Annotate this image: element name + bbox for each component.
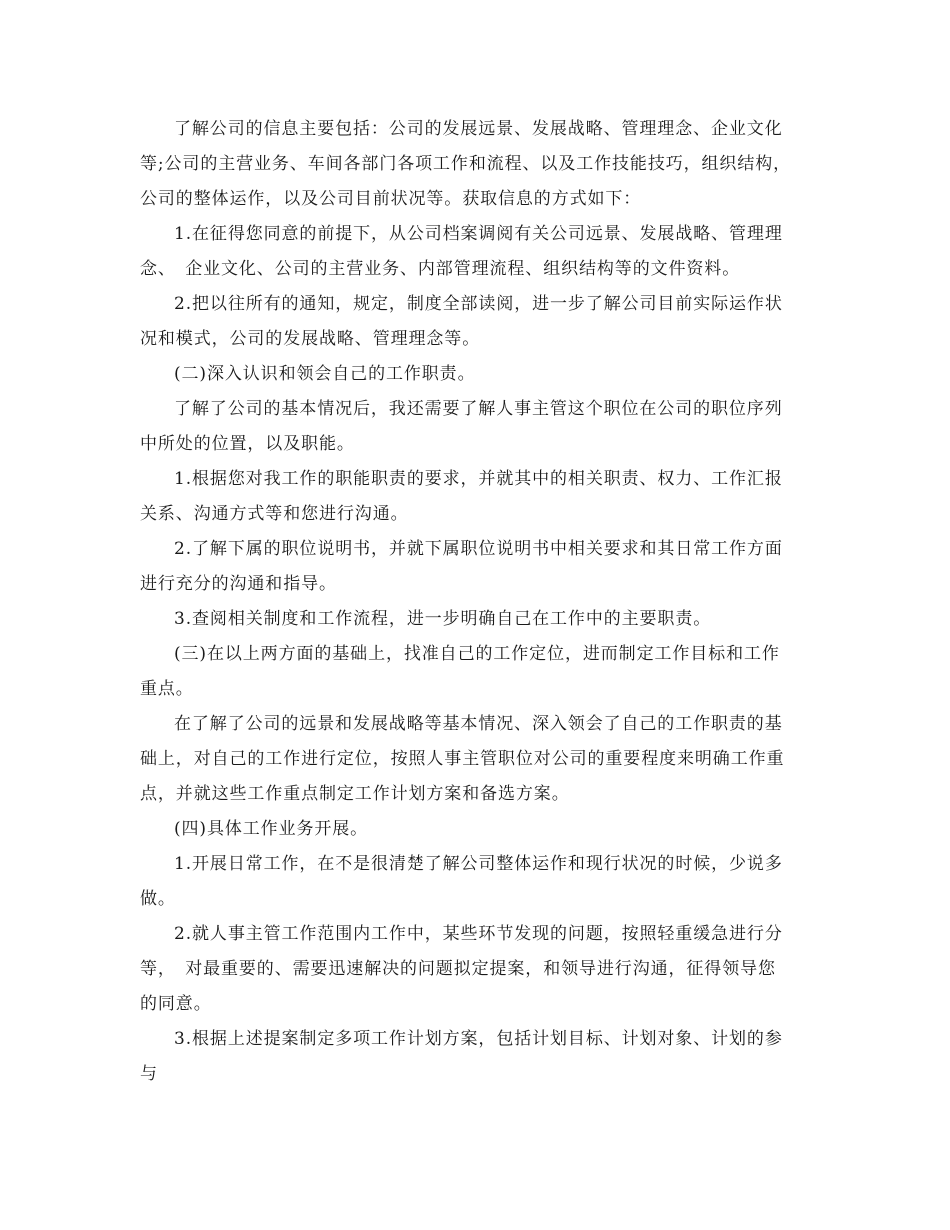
text-line: 2.把以往所有的通知，规定，制度全部读阅，进一步了解公司目前实际运作状 — [174, 294, 783, 314]
text-line: 况和模式，公司的发展战略、管理理念等。 — [140, 329, 481, 349]
text-line: 1.根据您对我工作的职能职责的要求，并就其中的相关职责、权力、工作汇报 — [174, 469, 783, 489]
text-line: 进行充分的沟通和指导。 — [140, 574, 337, 594]
section-heading: (三)在以上两方面的基础上，找准自己的工作定位，进而制定工作目标和工作 — [174, 644, 780, 664]
section-heading: (四)具体工作业务开展。 — [174, 819, 369, 839]
text-line: 的同意。 — [140, 994, 212, 1014]
text-line: 了解了公司的基本情况后，我还需要了解人事主管这个职位在公司的职位序列 — [174, 399, 783, 419]
text-line: 了解公司的信息主要包括：公司的发展远景、发展战略、管理理念、企业文化 — [174, 119, 783, 139]
text-line: 1.在征得您同意的前提下，从公司档案调阅有关公司远景、发展战略、管理理 — [174, 224, 783, 244]
text-line: 2.就人事主管工作范围内工作中，某些环节发现的问题，按照轻重缓急进行分 — [174, 924, 783, 944]
text-line: 重点。 — [140, 679, 194, 699]
text-line: 2.了解下属的职位说明书，并就下属职位说明书中相关要求和其日常工作方面 — [174, 539, 783, 559]
text-line: 3.查阅相关制度和工作流程，进一步明确自己在工作中的主要职责。 — [174, 609, 712, 629]
text-line: 点，并就这些工作重点制定工作计划方案和备选方案。 — [140, 784, 570, 804]
text-line: 做。 — [140, 889, 176, 909]
text-line: 关系、沟通方式等和您进行沟通。 — [140, 504, 409, 524]
section-heading: (二)深入认识和领会自己的工作职责。 — [174, 364, 476, 384]
text-line: 等， 对最重要的、需要迅速解决的问题拟定提案，和领导进行沟通，征得领导您 — [140, 959, 776, 979]
text-line: 在了解了公司的远景和发展战略等基本情况、深入领会了自己的工作职责的基 — [174, 714, 783, 734]
text-line: 础上，对自己的工作进行定位，按照人事主管职位对公司的重要程度来明确工作重 — [140, 749, 785, 769]
document-page — [140, 112, 824, 1092]
text-line: 公司的整体运作，以及公司目前状况等。获取信息的方式如下： — [140, 189, 642, 209]
text-line: 中所处的位置，以及职能。 — [140, 434, 355, 454]
text-line: 念、 企业文化、公司的主营业务、内部管理流程、组织结构等的文件资料。 — [140, 259, 741, 279]
text-line: 与 — [140, 1064, 158, 1084]
text-line: 3.根据上述提案制定多项工作计划方案，包括计划目标、计划对象、计划的参 — [174, 1029, 783, 1049]
text-line: 1.开展日常工作，在不是很清楚了解公司整体运作和现行状况的时候，少说多 — [174, 854, 783, 874]
text-line: 等;公司的主营业务、车间各部门各项工作和流程、以及工作技能技巧，组织结构， — [140, 154, 792, 174]
